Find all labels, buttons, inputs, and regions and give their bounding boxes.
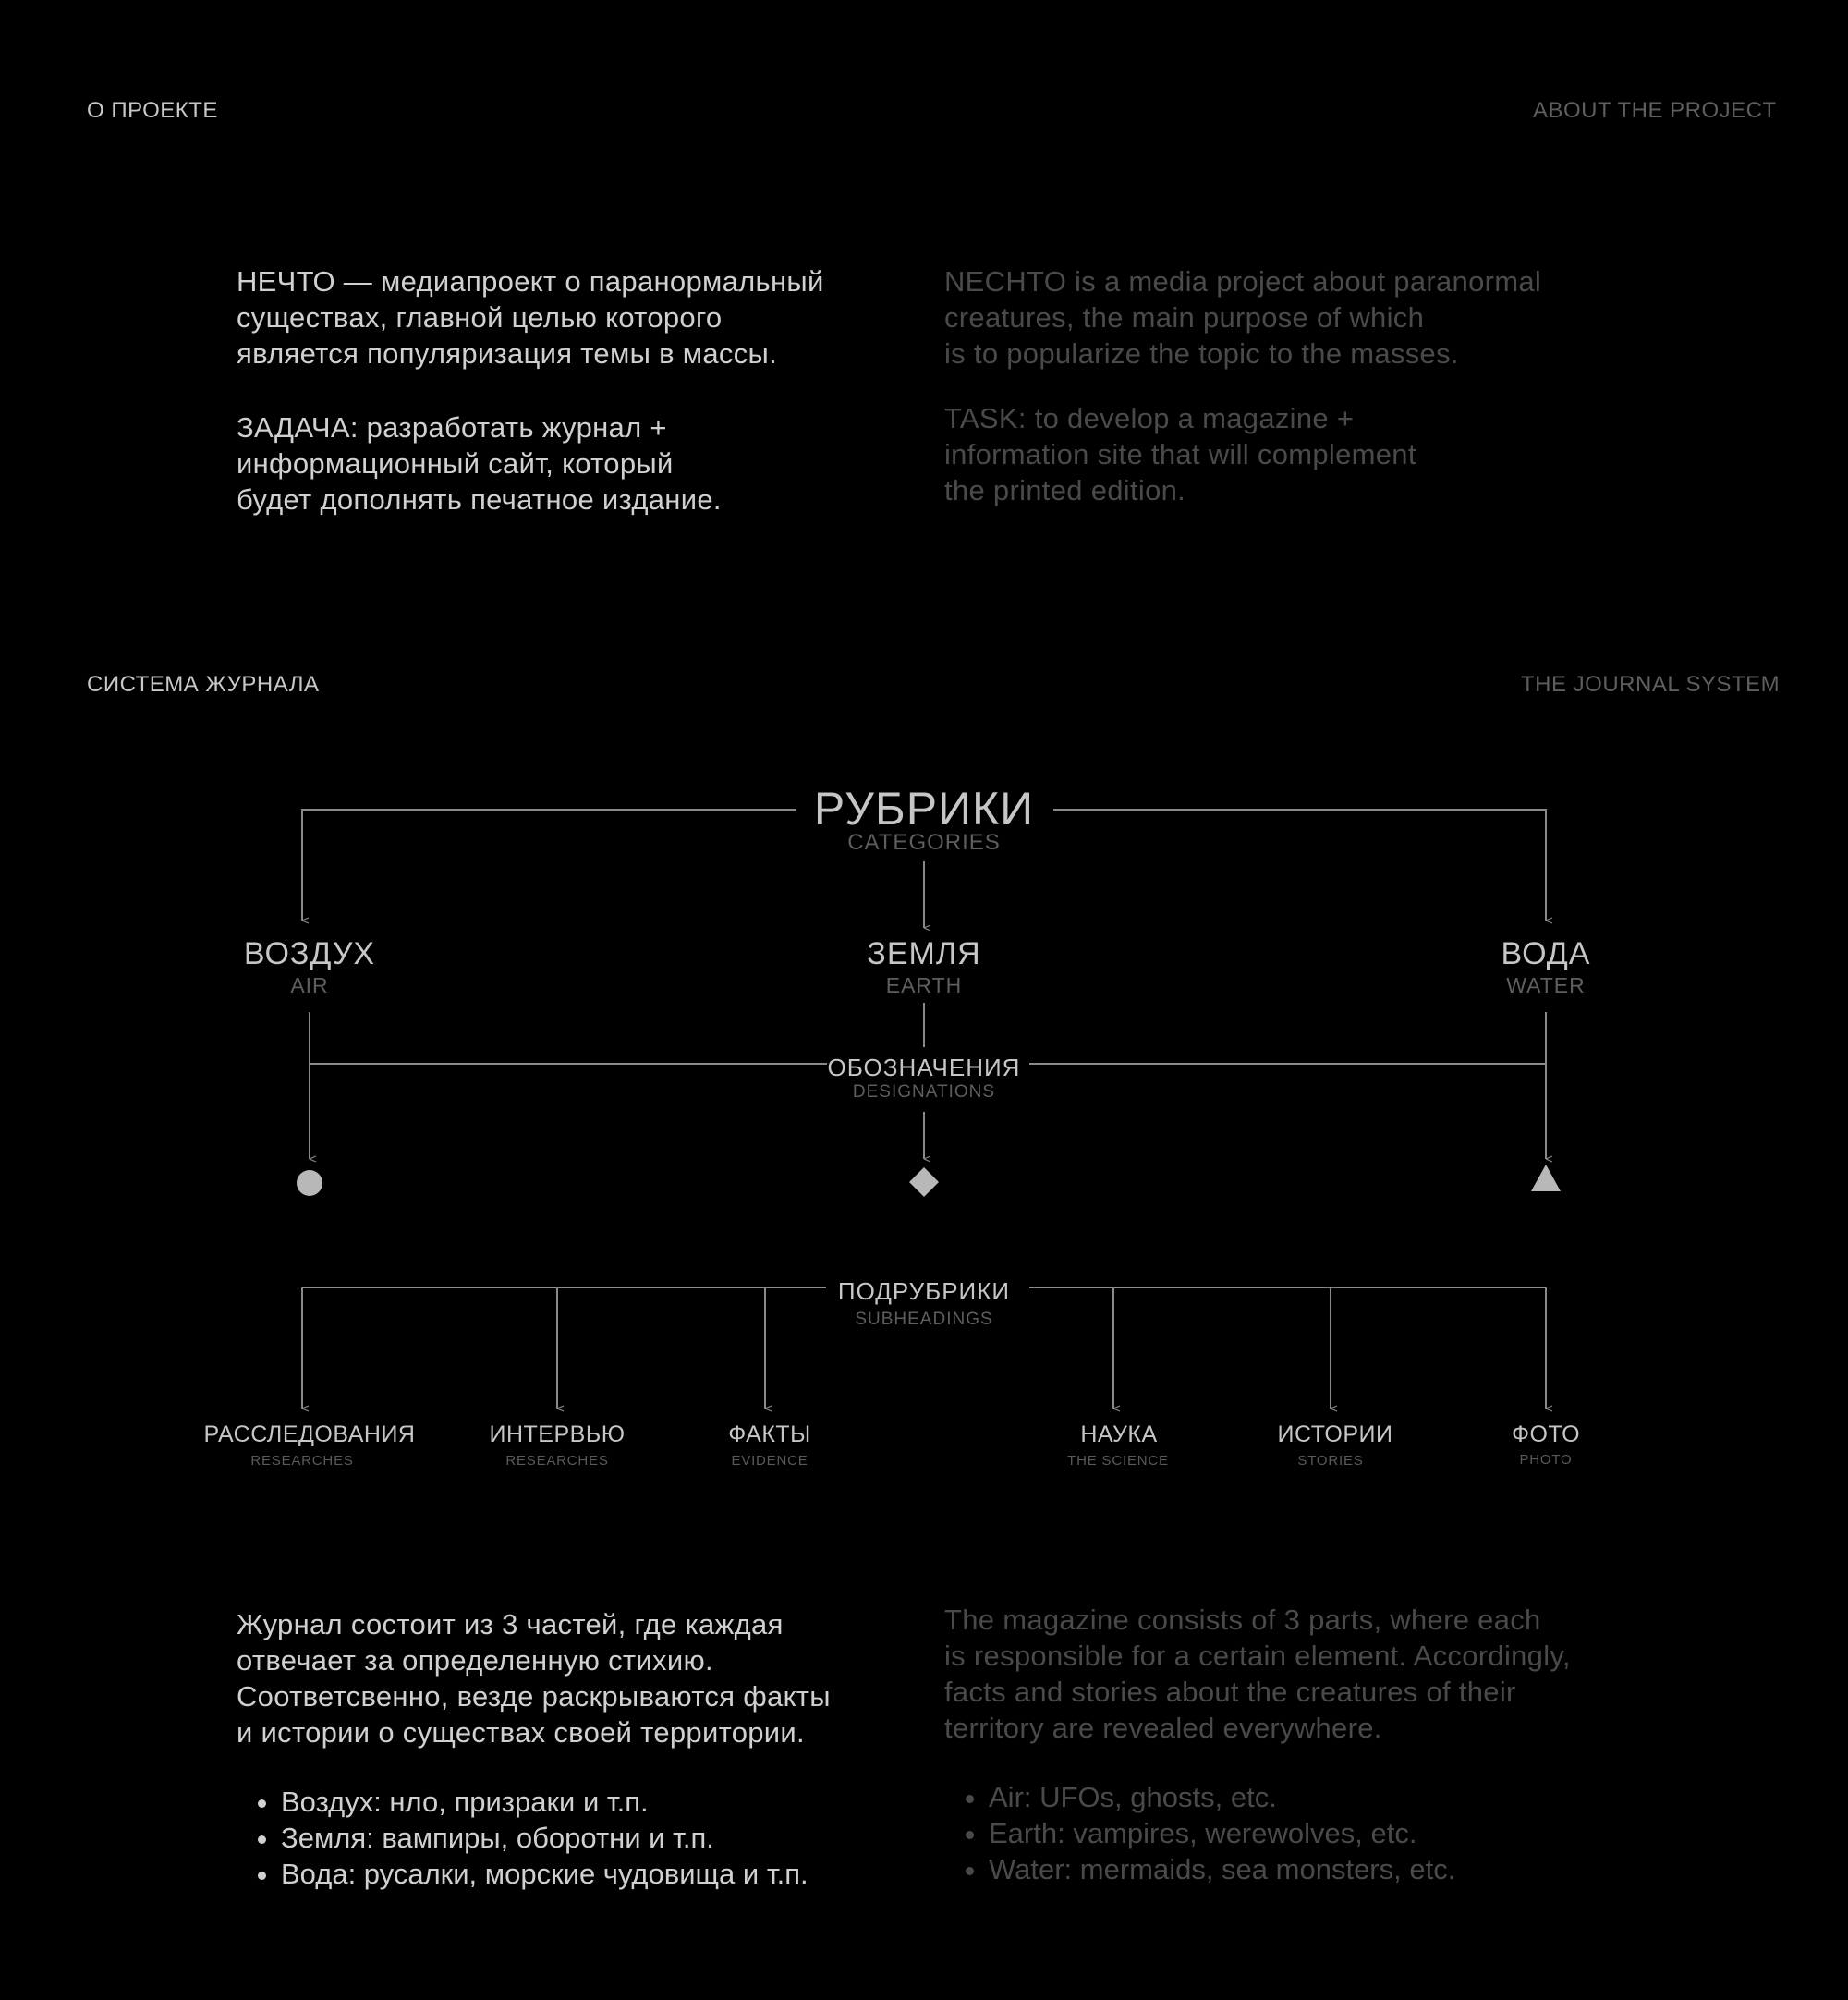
list-item: • Earth: vampires, werewolves, etc. — [989, 1815, 1455, 1851]
element-air-title: ВОЗДУХ — [243, 936, 376, 971]
designations-subtitle: DESIGNATIONS — [852, 1082, 996, 1102]
subcategory-title: ИСТОРИИ — [1277, 1421, 1393, 1447]
triangle-icon — [1531, 1165, 1561, 1191]
connector-categories-water — [1053, 810, 1546, 921]
subheadings-subtitle: SUBHEADINGS — [855, 1310, 993, 1329]
section-label-system-ru: СИСТЕМА ЖУРНАЛА — [87, 672, 320, 697]
subcategory-subtitle: PHOTO — [1519, 1452, 1573, 1468]
categories-title: РУБРИКИ — [813, 783, 1035, 835]
subcategory-subtitle: THE SCIENCE — [1067, 1453, 1169, 1469]
description-text-en: The magazine consists of 3 parts, where each is responsible for a certain element. Accordingly, facts and stories about the creatures of their territory are revealed everywhere. — [944, 1604, 1571, 1744]
subcategory-title: НАУКА — [1080, 1421, 1158, 1447]
elements-list-en — [944, 1779, 1455, 1887]
intro-text-en: NECHTO is a media project about paranormal creatures, the main purpose of which is to popularize the topic to the masses. — [944, 265, 1542, 370]
element-earth-subtitle: EARTH — [885, 973, 963, 997]
subcategory-subtitle: RESEARCHES — [250, 1453, 354, 1469]
list-item: • Вода: русалки, морские чудовища и т.п. — [281, 1856, 808, 1892]
subcategory-title: РАССЛЕДОВАНИЯ — [203, 1421, 416, 1447]
element-earth-title: ЗЕМЛЯ — [867, 936, 981, 971]
section-label-system-en: THE JOURNAL SYSTEM — [1521, 672, 1781, 697]
subcategory-title: ФАКТЫ — [728, 1421, 811, 1447]
list-item: • Air: UFOs, ghosts, etc. — [989, 1779, 1455, 1815]
categories-subtitle: CATEGORIES — [847, 830, 1001, 855]
circle-icon — [297, 1170, 322, 1196]
element-water-subtitle: WATER — [1506, 973, 1586, 997]
task-text-en: TASK: to develop a magazine + information site that will complement the printed edition. — [944, 402, 1416, 506]
list-item: • Water: mermaids, sea monsters, etc. — [989, 1851, 1455, 1887]
description-text-ru: Журнал состоит из 3 частей, где каждая отвечает за определенную стихию. Соответсвенно, везде раскрываются факты и истории о существах своей территории. — [237, 1608, 831, 1749]
subcategory-title: ФОТО — [1511, 1421, 1581, 1447]
subcategory-title: ИНТЕРВЬЮ — [489, 1421, 626, 1447]
section-label-about-ru: О ПРОЕКТЕ — [87, 98, 218, 123]
connector-categories-air — [302, 810, 796, 921]
diamond-icon — [909, 1167, 939, 1197]
subcategory-subtitle: EVIDENCE — [731, 1453, 808, 1469]
designations-title: ОБОЗНАЧЕНИЯ — [827, 1054, 1021, 1081]
intro-text-ru: НЕЧТО — медиапроект о паранормальный существах, главной целью которого является популяризация темы в массы. — [237, 265, 824, 370]
section-label-about-en: ABOUT THE PROJECT — [1533, 98, 1777, 123]
element-water-title: ВОДА — [1501, 936, 1591, 971]
list-item: • Воздух: нло, призраки и т.п. — [281, 1784, 808, 1820]
list-item: • Земля: вампиры, оборотни и т.п. — [281, 1820, 808, 1856]
elements-list-ru — [237, 1784, 808, 1892]
element-air-subtitle: AIR — [290, 973, 329, 997]
subheadings-title: ПОДРУБРИКИ — [837, 1277, 1011, 1305]
subcategory-subtitle: STORIES — [1297, 1453, 1364, 1469]
task-text-ru: ЗАДАЧА: разработать журнал + информационный сайт, который будет дополнять печатное издание. — [237, 411, 722, 516]
subcategory-subtitle: RESEARCHES — [505, 1453, 609, 1469]
